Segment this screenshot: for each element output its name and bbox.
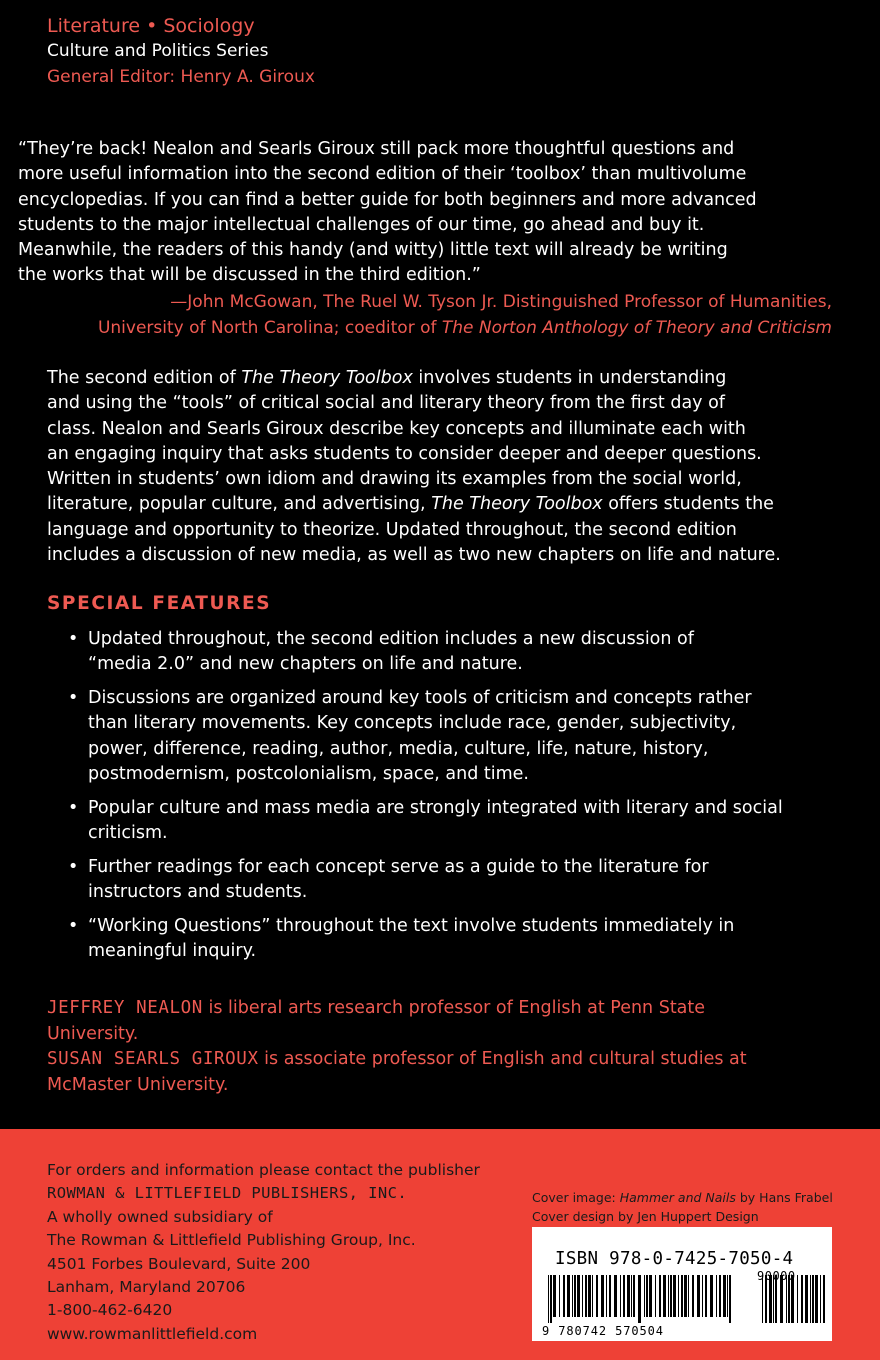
description-line: includes a discussion of new media, as well as two new chapters on life and nature. — [47, 545, 781, 566]
barcode-bar — [606, 1275, 607, 1317]
quote-attribution — [0, 289, 832, 341]
author-bio-text: is liberal arts research professor of English at Penn State — [202, 998, 706, 1018]
barcode-bar — [815, 1275, 818, 1323]
barcode-bar — [670, 1275, 672, 1317]
isbn-barcode-box — [532, 1227, 832, 1341]
barcode-bar — [644, 1275, 645, 1317]
barcode-bar — [820, 1275, 821, 1323]
barcode-bar — [688, 1275, 689, 1317]
feature-item — [66, 796, 846, 847]
description-line: class. Nealon and Searls Giroux describe key concepts and illuminate each with — [47, 418, 746, 439]
series-header — [47, 14, 447, 90]
barcode-bar — [797, 1275, 798, 1323]
feature-line: criticism. — [88, 823, 168, 844]
barcode-bar — [553, 1275, 556, 1317]
feature-line: “media 2.0” and new chapters on life and nature. — [88, 654, 523, 675]
description-text: involves students in understanding — [412, 368, 727, 388]
author-name: SUSAN SEARLS GIROUX — [47, 1049, 259, 1069]
feature-line: postmodernism, postcolonialism, space, and time. — [88, 763, 529, 784]
feature-line: Popular culture and mass media are strongly integrated with literary and social — [88, 797, 783, 818]
description-line — [47, 366, 847, 391]
description-line: Written in students’ own idiom and drawing its examples from the social world, — [47, 469, 742, 490]
barcode-bar — [801, 1275, 803, 1323]
barcode-bar — [559, 1275, 560, 1317]
publisher-website: www.rowmanlittlefield.com — [47, 1324, 258, 1343]
cover-credits — [532, 1189, 833, 1226]
barcode-bar — [631, 1275, 632, 1317]
barcode-bar — [646, 1275, 648, 1317]
barcode-bar — [601, 1275, 604, 1317]
bullet-icon: • — [68, 629, 79, 649]
publisher-address: 4501 Forbes Boulevard, Suite 200 — [47, 1254, 311, 1273]
barcode-bar — [627, 1275, 630, 1317]
feature-line: instructors and students. — [88, 882, 308, 903]
barcode-bar — [655, 1275, 656, 1317]
barcode-bar — [684, 1275, 687, 1317]
publisher-name: ROWMAN & LITTLEFIELD PUBLISHERS, INC. — [47, 1184, 408, 1203]
attribution-prefix: University of North Carolina; coeditor of — [97, 318, 442, 338]
barcode-bar — [563, 1275, 565, 1317]
features-list — [66, 627, 846, 973]
feature-line: Updated throughout, the second edition includes a new discussion of — [88, 629, 694, 649]
feature-line: meaningful inquiry. — [88, 941, 257, 962]
quote-line: Meanwhile, the readers of this handy (and witty) little text will already be writing — [18, 240, 728, 261]
barcode-bar — [592, 1275, 593, 1317]
special-features-heading: SPECIAL FEATURES — [47, 593, 272, 614]
category-line: Literature • Sociology — [47, 15, 255, 37]
artwork-title: Hammer and Nails — [619, 1190, 736, 1205]
cover-design-credit: Cover design by Jen Huppert Design — [532, 1208, 759, 1224]
barcode-bar — [719, 1275, 721, 1317]
barcode-bar — [668, 1275, 669, 1317]
author-bio-line — [47, 996, 847, 1022]
bullet-icon: • — [68, 797, 79, 818]
barcode-bar — [623, 1275, 625, 1317]
barcode-bar — [614, 1275, 617, 1317]
series-line: Culture and Politics Series — [47, 41, 269, 61]
barcode-bar — [663, 1275, 666, 1317]
barcode-bar — [723, 1275, 726, 1317]
author-bio-line: McMaster University. — [47, 1074, 229, 1095]
barcode-bar — [729, 1275, 731, 1323]
barcode-bar — [727, 1275, 728, 1317]
author-bio-line: University. — [47, 1023, 139, 1044]
barcode-bar — [548, 1275, 549, 1323]
publisher-group: The Rowman & Littlefield Publishing Group, Inc. — [47, 1231, 416, 1250]
barcode-bar — [681, 1275, 683, 1317]
attribution-line — [0, 315, 832, 341]
quote-line: “They’re back! Nealon and Searls Giroux still pack more thoughtful questions and — [18, 139, 735, 159]
barcode-bar — [633, 1275, 635, 1317]
publisher-band — [0, 1129, 880, 1360]
credit-text: Cover image: — [532, 1190, 620, 1205]
publisher-address: Lanham, Maryland 20706 — [47, 1278, 246, 1297]
description-line: an engaging inquiry that asks students to consider deeper and deeper questions. — [47, 443, 762, 464]
book-title: The Theory Toolbox — [241, 368, 413, 388]
feature-line: Further readings for each concept serve as a guide to the literature for — [88, 856, 709, 877]
publisher-info — [47, 1159, 480, 1346]
barcode-bar — [678, 1275, 679, 1317]
description-line: language and opportunity to theorize. Updated throughout, the second edition — [47, 519, 737, 540]
quote-line: the works that will be discussed in the third edition.” — [18, 265, 481, 286]
publisher-contact: For orders and information please contact the publisher — [47, 1161, 480, 1179]
feature-line: than literary movements. Key concepts include race, gender, subjectivity, — [88, 713, 737, 734]
barcode-bar — [812, 1275, 814, 1323]
feature-item — [66, 686, 846, 787]
general-editor-line: General Editor: Henry A. Giroux — [47, 67, 315, 87]
barcode-bar — [572, 1275, 573, 1317]
barcode-addon-digits: 90000 — [757, 1269, 796, 1283]
barcode-bar — [810, 1275, 811, 1323]
anthology-title: The Norton Anthology of Theory and Criticism — [441, 318, 832, 338]
description-text: The second edition of — [47, 368, 242, 388]
barcode-bar — [659, 1275, 661, 1317]
cover-image-credit — [532, 1189, 833, 1208]
feature-item — [66, 914, 846, 965]
description-line: and using the “tools” of critical social and literary theory from the first day of — [47, 393, 725, 414]
barcode-bar — [577, 1275, 580, 1317]
book-title: The Theory Toolbox — [431, 494, 603, 515]
quote-line: encyclopedias. If you can find a better guide for both beginners and more advanced — [18, 189, 757, 210]
author-bio-text: is associate professor of English and cultural studies at — [258, 1049, 747, 1069]
barcode-bar — [550, 1275, 552, 1323]
barcode-bar — [710, 1275, 713, 1317]
book-description — [47, 366, 847, 568]
description-line — [47, 492, 847, 517]
feature-line: “Working Questions” throughout the text involve students immediately in — [88, 915, 735, 936]
barcode-bar — [823, 1275, 825, 1323]
barcode-bar — [596, 1275, 598, 1317]
author-bios — [47, 996, 847, 1098]
barcode-digits: 9 780742 570504 — [542, 1324, 664, 1338]
barcode-bar — [716, 1275, 717, 1317]
barcode-bar — [673, 1275, 676, 1317]
feature-line: power, difference, reading, author, media, culture, life, nature, history, — [88, 738, 709, 759]
quote-line: students to the major intellectual challenges of our time, go ahead and buy it. — [18, 214, 705, 235]
credit-text: by Hans Frabel — [735, 1190, 833, 1205]
attribution-line: —John McGowan, The Ruel W. Tyson Jr. Distinguished Professor of Humanities, — [170, 292, 832, 312]
barcode-bar — [582, 1275, 583, 1317]
feature-item — [66, 627, 846, 678]
bullet-icon: • — [68, 915, 79, 936]
barcode-bar — [702, 1275, 703, 1317]
author-bio-line — [47, 1047, 847, 1073]
quote-line: more useful information into the second edition of their ‘toolbox’ than multivolume — [18, 164, 747, 185]
feature-line: Discussions are organized around key tools of criticism and concepts rather — [88, 688, 752, 709]
barcode-bar — [609, 1275, 611, 1317]
bullet-icon: • — [68, 688, 79, 709]
barcode-bar — [638, 1275, 641, 1323]
description-text: literature, popular culture, and advertising, — [47, 494, 432, 515]
barcode-bar — [692, 1275, 694, 1317]
description-text: offers students the — [602, 494, 774, 515]
barcode-bar — [805, 1275, 808, 1323]
barcode-bar — [649, 1275, 652, 1317]
isbn-label: ISBN 978-0-7425-7050-4 — [555, 1249, 794, 1269]
barcode-bar — [567, 1275, 570, 1317]
barcode-bar — [588, 1275, 591, 1317]
barcode-bar — [705, 1275, 707, 1317]
endorsement-quote — [18, 137, 842, 289]
barcode-bar — [585, 1275, 587, 1317]
feature-item — [66, 855, 846, 906]
publisher-subsidiary: A wholly owned subsidiary of — [47, 1207, 273, 1226]
barcode-bar — [574, 1275, 576, 1317]
barcode-bar — [620, 1275, 621, 1317]
barcode-bar — [697, 1275, 700, 1317]
author-name: JEFFREY NEALON — [47, 998, 203, 1018]
publisher-phone: 1-800-462-6420 — [47, 1301, 173, 1320]
bullet-icon: • — [68, 856, 79, 877]
